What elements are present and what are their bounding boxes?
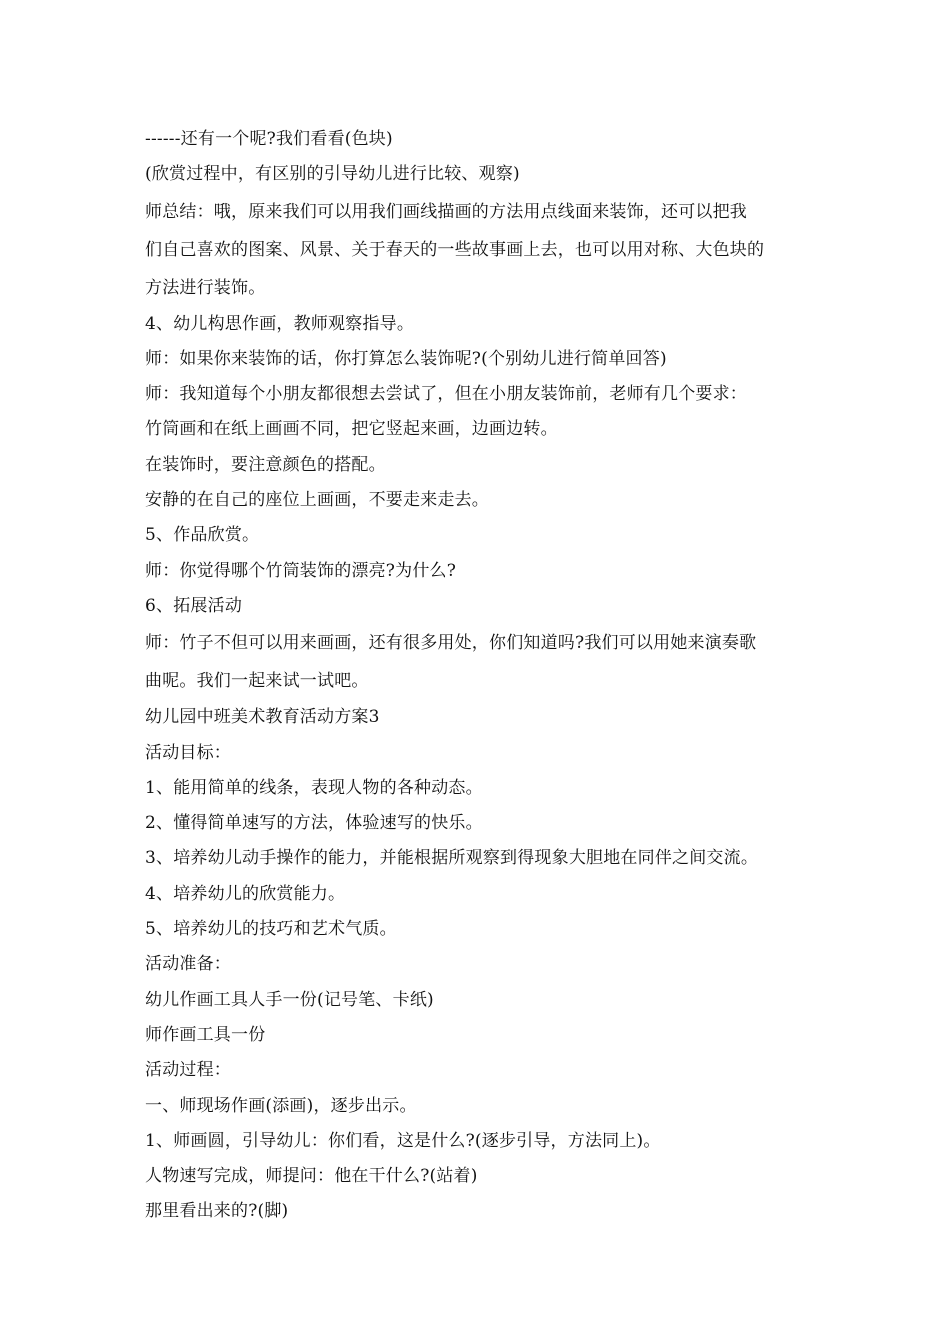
section-heading: 幼儿园中班美术教育活动方案3 bbox=[145, 707, 380, 728]
text-line: 人物速写完成，师提问：他在干什么?(站着) bbox=[145, 1166, 478, 1187]
text-line: 一、师现场作画(添画)，逐步出示。 bbox=[145, 1095, 417, 1116]
text-line: 安静的在自己的座位上画画，不要走来走去。 bbox=[145, 490, 489, 511]
text-line: 4、幼儿构思作画，教师观察指导。 bbox=[145, 313, 415, 334]
text-line: 方法进行装饰。 bbox=[145, 277, 266, 298]
text-line: 4、培养幼儿的欣赏能力。 bbox=[145, 883, 346, 904]
text-line: 幼儿作画工具人手一份(记号笔、卡纸) bbox=[145, 989, 434, 1010]
text-line: 那里看出来的?(脚) bbox=[145, 1201, 289, 1222]
text-line: ------还有一个呢?我们看看(色块) bbox=[145, 129, 393, 149]
text-line: (欣赏过程中，有区别的引导幼儿进行比较、观察) bbox=[145, 164, 520, 185]
text-line: 师：竹子不但可以用来画画，还有很多用处，你们知道吗?我们可以用她来演奏歌 bbox=[145, 633, 757, 654]
document-body bbox=[145, 122, 815, 1230]
text-line: 6、拓展活动 bbox=[145, 595, 243, 616]
text-line: 1、师画圆，引导幼儿：你们看，这是什么?(逐步引导，方法同上)。 bbox=[145, 1130, 661, 1151]
text-line: 5、作品欣赏。 bbox=[145, 525, 260, 546]
text-line: 曲呢。我们一起来试一试吧。 bbox=[145, 671, 369, 692]
text-line: 师作画工具一份 bbox=[145, 1024, 266, 1045]
text-line: 活动准备： bbox=[145, 954, 231, 975]
text-line: 师：如果你来装饰的话，你打算怎么装饰呢?(个别幼儿进行简单回答) bbox=[145, 348, 667, 369]
text-line: 们自己喜欢的图案、风景、关于春天的一些故事画上去，也可以用对称、大色块的 bbox=[145, 239, 765, 260]
text-line: 5、培养幼儿的技巧和艺术气质。 bbox=[145, 919, 397, 940]
text-line: 3、培养幼儿动手操作的能力，并能根据所观察到得现象大胆地在同伴之间交流。 bbox=[145, 848, 759, 869]
text-line: 活动过程： bbox=[145, 1060, 231, 1081]
text-line: 2、懂得简单速写的方法，体验速写的快乐。 bbox=[145, 813, 483, 834]
text-line: 活动目标： bbox=[145, 742, 231, 763]
text-line: 在装饰时，要注意颜色的搭配。 bbox=[145, 454, 386, 475]
text-line: 竹筒画和在纸上画画不同，把它竖起来画，边画边转。 bbox=[145, 419, 558, 440]
text-line: 师总结：哦，原来我们可以用我们画线描画的方法用点线面来装饰，还可以把我 bbox=[145, 201, 747, 222]
text-line: 师：我知道每个小朋友都很想去尝试了，但在小朋友装饰前，老师有几个要求： bbox=[145, 384, 747, 405]
text-line: 师：你觉得哪个竹筒装饰的漂亮?为什么? bbox=[145, 560, 457, 581]
text-line: 1、能用简单的线条，表现人物的各种动态。 bbox=[145, 777, 483, 798]
